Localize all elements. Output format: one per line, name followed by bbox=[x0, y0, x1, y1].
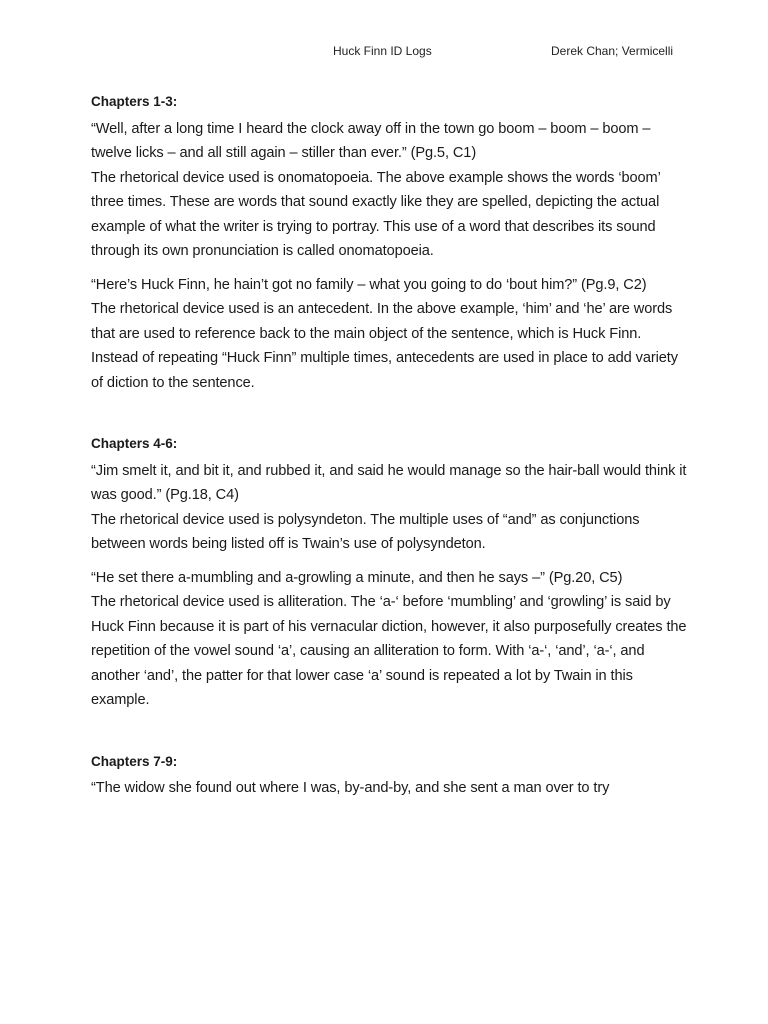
entry-analysis: The rhetorical device used is onomatopoeia. The above example shows the words ‘boom’ three times. These are words that sound exactly like they are spelled, depicting the actual example of what the writer is trying to portray. This use of a word that describes its sound through its own pronunciation is called onomatopoeia. bbox=[91, 169, 661, 259]
section-heading: Chapters 1-3: bbox=[91, 94, 178, 109]
id-entry bbox=[91, 273, 691, 396]
section-heading: Chapters 4-6: bbox=[91, 436, 178, 451]
document-body bbox=[91, 90, 691, 810]
entry-analysis: The rhetorical device used is an antecedent. In the above example, ‘him’ and ‘he’ are words that are used to reference back to the main object of the sentence, which is Huck Finn. Instead of repeating “Huck Finn” multiple times, antecedents are used in place to add variety of diction to the sentence. bbox=[91, 301, 678, 391]
id-entry bbox=[91, 459, 691, 557]
section-chapters-7-9 bbox=[91, 750, 691, 801]
document-title: Huck Finn ID Logs bbox=[333, 44, 432, 58]
entry-quote: “Jim smelt it, and bit it, and rubbed it, and said he would manage so the hair-ball would think it was good.” (Pg.18, C4) bbox=[91, 462, 687, 503]
section-chapters-4-6 bbox=[91, 432, 691, 713]
page-header bbox=[0, 44, 768, 64]
entry-analysis: The rhetorical device used is polysyndeton. The multiple uses of “and” as conjunctions between words being listed off is Twain’s use of polysyndeton. bbox=[91, 511, 640, 552]
entry-analysis: The rhetorical device used is alliteration. The ‘a-‘ before ‘mumbling’ and ‘growling’ is said by Huck Finn because it is part of his vernacular diction, however, it also purposefully creates the repetition of the vowel sound ‘a’, causing an alliteration to form. With ‘a-‘, ‘and’, ‘a-‘, and another ‘and’, the patter for that lower case ‘a’ sound is repeated a lot by Twain in this example. bbox=[91, 594, 687, 708]
document-author: Derek Chan; Vermicelli bbox=[551, 44, 674, 58]
id-entry bbox=[91, 566, 691, 713]
id-entry bbox=[91, 117, 691, 264]
entry-quote: “He set there a-mumbling and a-growling a minute, and then he says –” (Pg.20, C5) bbox=[91, 569, 623, 586]
section-heading: Chapters 7-9: bbox=[91, 753, 178, 769]
id-entry bbox=[91, 776, 691, 801]
entry-quote: “Well, after a long time I heard the clock away off in the town go boom – boom – boom – twelve licks – and all still again – stiller than ever.” (Pg.5, C1) bbox=[91, 120, 651, 161]
entry-quote: “Here’s Huck Finn, he hain’t got no family – what you going to do ‘bout him?” (Pg.9, C2) bbox=[91, 276, 647, 293]
section-chapters-1-3 bbox=[91, 90, 691, 395]
entry-quote: “The widow she found out where I was, by-and-by, and she sent a man over to try bbox=[91, 780, 610, 796]
